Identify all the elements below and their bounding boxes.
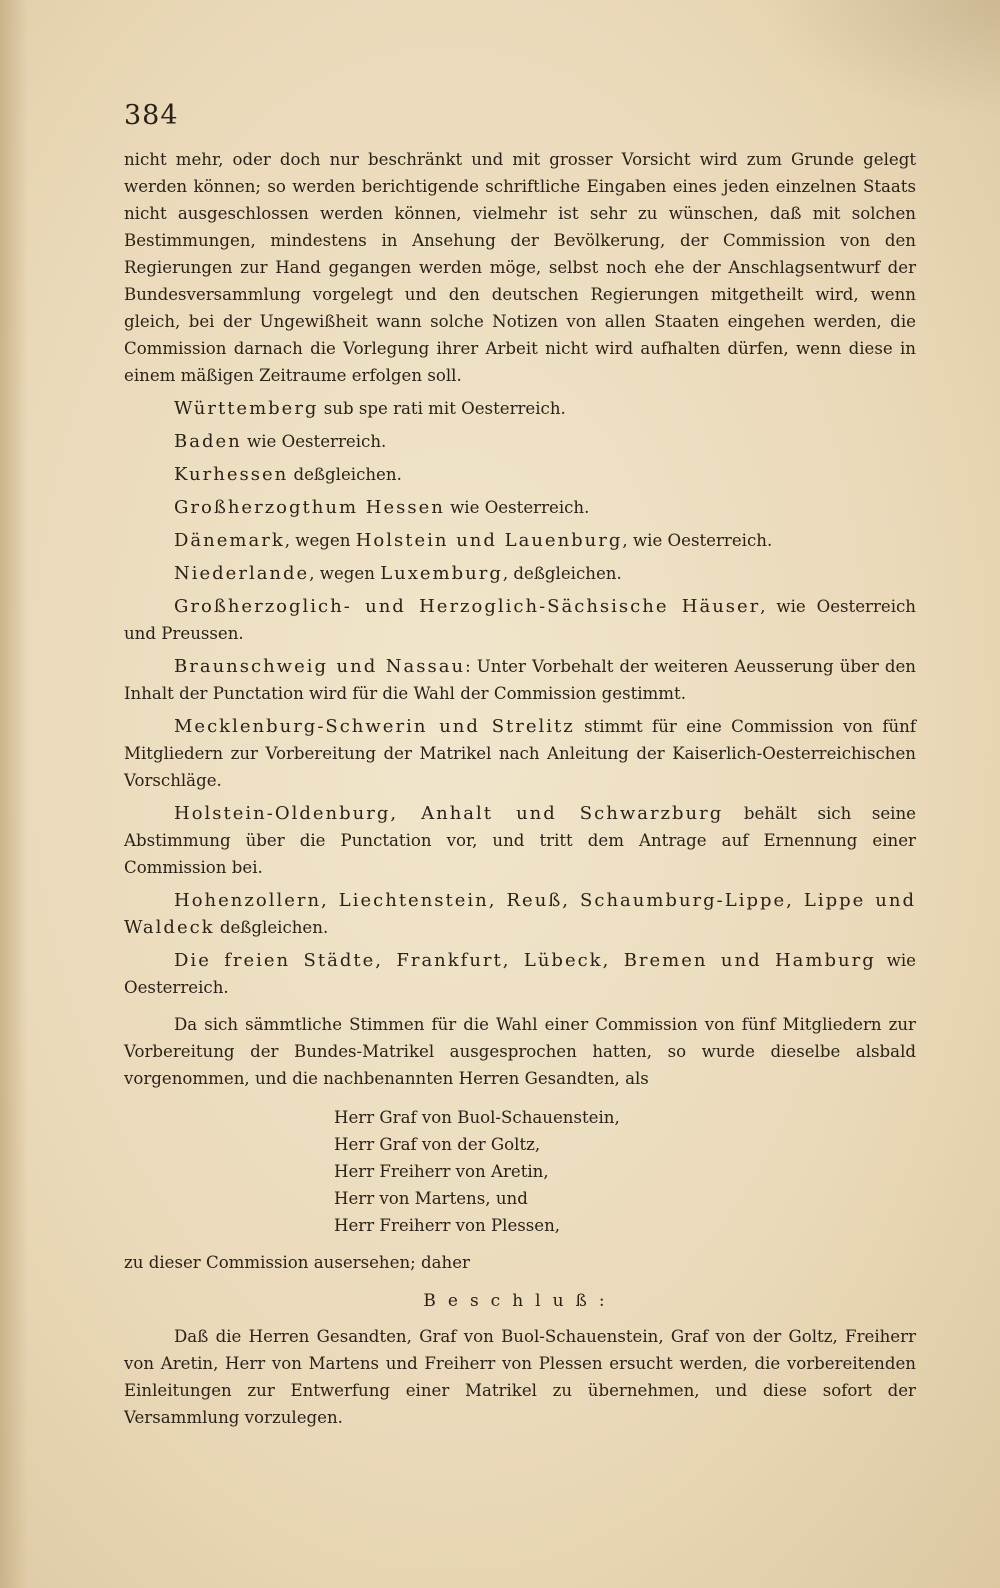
vote-text: wie Oesterreich. (444, 498, 590, 517)
paragraph-election: Da sich sämmtliche Stimmen für die Wahl einer Commission von fünf Mitgliedern zur Vorbereitung der Bundes-Matrikel ausgesprochen hatten, so wurde dieselbe alsbald vorgenommen, und die nachbenannten Herren Gesandten, als (124, 1015, 916, 1088)
vote-baden (124, 428, 916, 455)
vote-text: , deßgleichen. (502, 564, 622, 583)
envoy-name: Herr Graf von der Goltz, (334, 1135, 541, 1154)
state-name: Württemberg (174, 398, 319, 419)
vote-text: deßgleichen. (288, 465, 402, 484)
envoy-list (334, 1104, 916, 1239)
state-name: Baden (174, 431, 242, 452)
vote-text: , wegen (284, 531, 356, 550)
vote-kurhessen (124, 461, 916, 488)
state-name: Niederlande (174, 563, 310, 584)
vote-text: behält sich seine Abstimmung über die Punctation vor, und tritt dem Antrage auf Ernennung einer Commission bei. (124, 804, 916, 877)
vote-freie-staedte (124, 947, 916, 1001)
vote-saechsische-haeuser (124, 593, 916, 647)
page-number: 384 (124, 100, 179, 131)
state-name: Kurhessen (174, 464, 289, 485)
vote-text: stimmt für eine Commission von fünf Mitgliedern zur Vorbereitung der Matrikel nach Anleitung der Kaiserlich-Oesterreichischen Vorschläge. (124, 717, 916, 790)
vote-text: , wie Oesterreich. (622, 531, 773, 550)
paragraph-commission: zu dieser Commission ausersehen; daher (124, 1253, 470, 1272)
state-name: Holstein und Lauenburg (355, 530, 623, 551)
envoy-name: Herr von Martens, und (334, 1189, 528, 1208)
state-name: Großherzogthum Hessen (174, 497, 445, 518)
vote-daenemark (124, 527, 916, 554)
state-name: Dänemark (174, 530, 285, 551)
state-name: Die freien Städte, Frankfurt, Lübeck, Bremen und Hamburg (174, 950, 876, 971)
state-name: Holstein-Oldenburg, Anhalt und Schwarzburg (174, 803, 724, 824)
vote-text: : Unter Vorbehalt der weiteren Aeusserung über den Inhalt der Punctation wird für die Wahl der Commission gestimmt. (124, 657, 916, 703)
state-name: Luxemburg (380, 563, 503, 584)
vote-braunschweig-nassau (124, 653, 916, 707)
vote-text: wie Oesterreich. (241, 432, 387, 451)
vote-text: wie Oesterreich. (124, 951, 916, 997)
vote-text: deßgleichen. (214, 918, 329, 937)
state-name: Hohenzollern, Liechtenstein, Reuß, Schaumburg-Lippe, Lippe und Waldeck (124, 890, 916, 938)
page-body (124, 146, 916, 1431)
envoy-name: Herr Freiherr von Plessen, (334, 1216, 561, 1235)
resolution-text: Daß die Herren Gesandten, Graf von Buol-Schauenstein, Graf von der Goltz, Freiherr von Aretin, Herr von Martens und Freiherr von Plessen ersucht werden, die vorbereitenden Einleitungen zur Entwerfung einer Matrikel zu übernehmen, und diese sofort der Versammlung vorzulegen. (124, 1327, 916, 1427)
paper-stain (760, 0, 1000, 120)
vote-hessen (124, 494, 916, 521)
envoy-name: Herr Graf von Buol-Schauenstein, (334, 1108, 620, 1127)
state-name: Braunschweig und Nassau (174, 656, 466, 677)
vote-text: , wegen (309, 564, 381, 583)
vote-holstein-oldenburg (124, 800, 916, 881)
vote-wuerttemberg (124, 395, 916, 422)
paragraph-intro: nicht mehr, oder doch nur beschränkt und mit grosser Vorsicht wird zum Grunde gelegt werden können; so werden berichtigende schriftliche Eingaben eines jeden einzelnen Staats nicht ausgeschlossen werden können, vielmehr ist sehr zu wünschen, daß mit solchen Bestimmungen, mindestens in Ansehung der Bevölkerung, der Commission von den Regierungen zur Hand gegangen werden möge, selbst noch ehe der Anschlagsentwurf der Bundesversammlung vorgelegt und den deutschen Regierungen mitgetheilt wird, wenn gleich, bei der Ungewißheit wann solche Notizen von allen Staaten eingehen werden, die Commission darnach die Vorlegung ihrer Arbeit nicht wird aufhalten dürfen, wenn diese in einem mäßigen Zeitraume erfolgen soll. (124, 150, 916, 385)
envoy-name: Herr Freiherr von Aretin, (334, 1162, 549, 1181)
page-edge-shadow (0, 0, 28, 1588)
vote-text: sub spe rati mit Oesterreich. (318, 399, 566, 418)
vote-niederlande (124, 560, 916, 587)
vote-text: , wie Oesterreich und Preussen. (124, 597, 916, 643)
state-name: Mecklenburg-Schwerin und Strelitz (174, 716, 575, 737)
vote-mecklenburg (124, 713, 916, 794)
resolution-heading: Beschluß: (423, 1291, 617, 1311)
state-name: Großherzoglich- und Herzoglich-Sächsische Häuser (174, 596, 761, 617)
vote-hohenzollern (124, 887, 916, 941)
